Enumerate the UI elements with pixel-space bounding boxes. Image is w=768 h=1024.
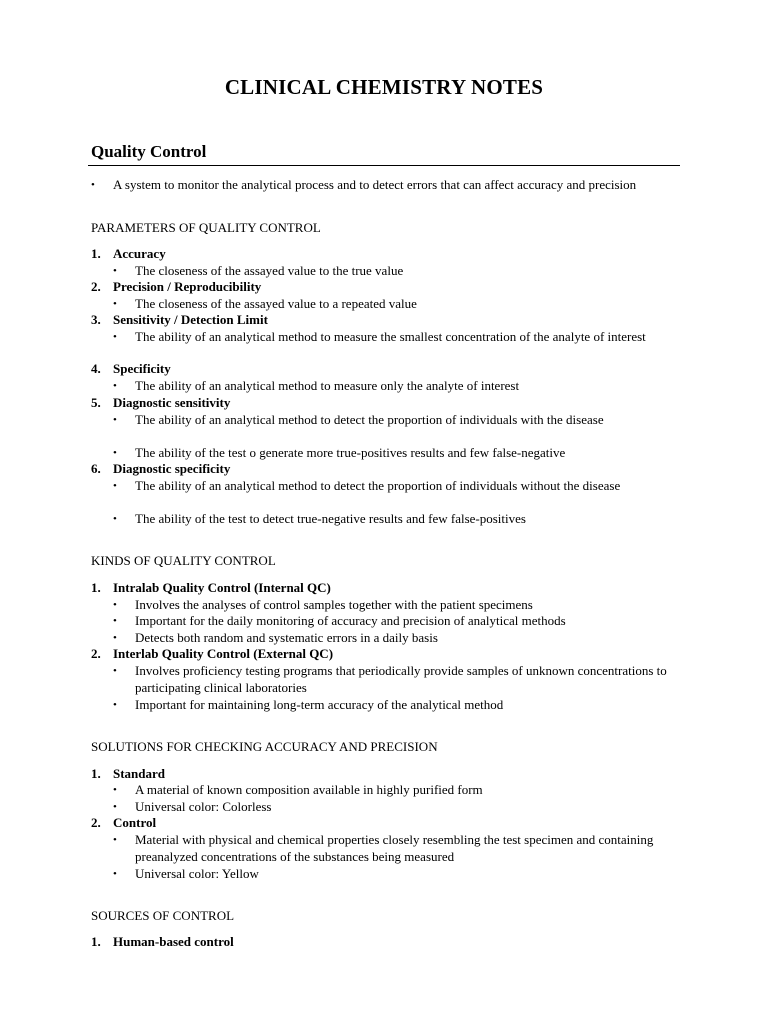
list-item: 2. Control bbox=[91, 815, 157, 830]
sub-bullet: • Material with physical and chemical properties closely resembling the test specimen and containing preanalyzed concentrations of the substances being measured bbox=[113, 832, 654, 864]
sub-bullet: • The ability of an analytical method to measure only the analyte of interest bbox=[113, 378, 520, 393]
sub-bullet: • The ability of the test o generate more true-positives results and few false-negative bbox=[113, 445, 566, 460]
sub-bullet: • The ability of an analytical method to detect the proportion of individuals without the disease bbox=[113, 478, 621, 493]
list-item: 1. Accuracy bbox=[91, 246, 166, 261]
intro-bullet-text: A system to monitor the analytical process and to detect errors that can affect accuracy and precision bbox=[113, 177, 637, 192]
sub-bullet: • A material of known composition available in highly purified form bbox=[113, 782, 483, 797]
list-item: 6. Diagnostic specificity bbox=[91, 461, 231, 476]
sub-bullet: • Universal color: Colorless bbox=[113, 799, 272, 814]
sub-bullet: • The closeness of the assayed value to the true value bbox=[113, 263, 404, 278]
sub-bullet: • Involves the analyses of control samples together with the patient specimens bbox=[113, 597, 533, 612]
sub-bullet: • Universal color: Yellow bbox=[113, 866, 259, 881]
document-title: CLINICAL CHEMISTRY NOTES bbox=[224, 75, 544, 99]
list-item: 4. Specificity bbox=[91, 361, 171, 376]
list-item: 3. Sensitivity / Detection Limit bbox=[91, 312, 268, 327]
list-item: 1. Standard bbox=[91, 766, 166, 781]
sub-bullet: • Detects both random and systematic errors in a daily basis bbox=[113, 630, 438, 645]
sub-bullet: • Important for the daily monitoring of accuracy and precision of analytical methods bbox=[113, 613, 566, 628]
section-title-solutions: SOLUTIONS FOR CHECKING ACCURACY AND PRECISION bbox=[91, 739, 438, 754]
section-title-sources: SOURCES OF CONTROL bbox=[91, 908, 235, 923]
list-item: 2. Precision / Reproducibility bbox=[91, 279, 262, 294]
list-item: 1. Human-based control bbox=[91, 934, 234, 949]
sub-bullet: • The ability of an analytical method to measure the smallest concentration of the analyte of interest bbox=[113, 329, 646, 344]
list-item: 5. Diagnostic sensitivity bbox=[91, 395, 231, 410]
bullet-glyph: • bbox=[91, 179, 95, 191]
sub-bullet: • The closeness of the assayed value to a repeated value bbox=[113, 296, 417, 311]
sub-bullet: • Involves proficiency testing programs that periodically provide samples of unknown concentrations to participating clinical laboratories bbox=[113, 663, 667, 695]
section-title-parameters: PARAMETERS OF QUALITY CONTROL bbox=[91, 220, 321, 235]
sub-bullet: • The ability of an analytical method to detect the proportion of individuals with the disease bbox=[113, 412, 604, 427]
sub-bullet: • Important for maintaining long-term accuracy of the analytical method bbox=[113, 697, 504, 712]
heading-rule bbox=[88, 165, 680, 166]
list-item: 2. Interlab Quality Control (External QC) bbox=[91, 646, 334, 661]
section-heading: Quality Control bbox=[91, 142, 207, 161]
list-item: 1. Intralab Quality Control (Internal QC) bbox=[91, 580, 331, 595]
intro-bullet bbox=[91, 177, 681, 194]
section-title-kinds: KINDS OF QUALITY CONTROL bbox=[91, 553, 276, 568]
sub-bullet: • The ability of the test to detect true-negative results and few false-positives bbox=[113, 511, 526, 526]
